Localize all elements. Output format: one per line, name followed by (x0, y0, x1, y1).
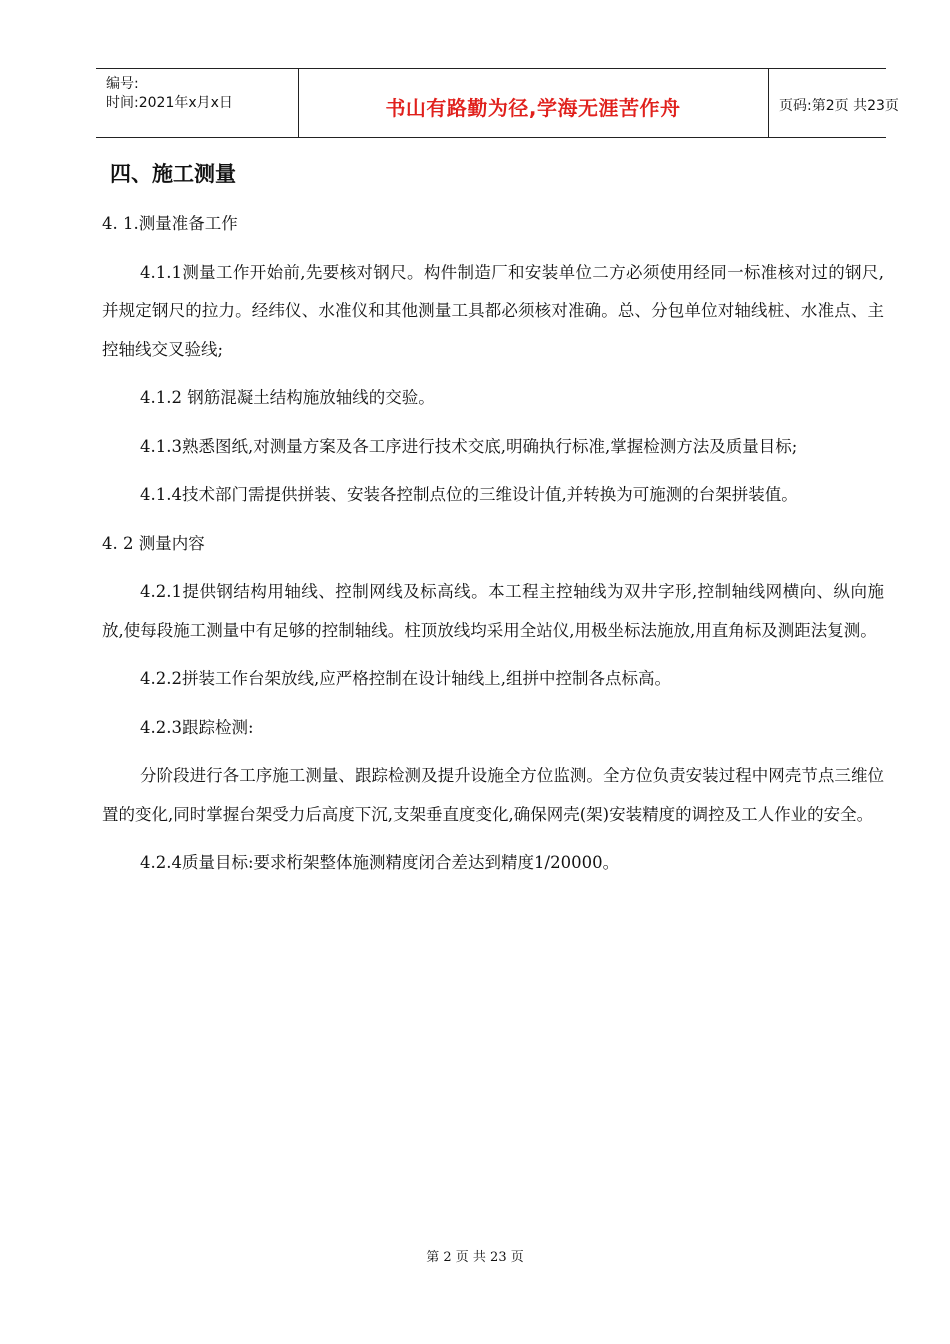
paragraph: 4.1.4技术部门需提供拼装、安装各控制点位的三维设计值,并转换为可施测的台架拼装值。 (140, 485, 798, 504)
section-title: 四、施工测量 (110, 162, 236, 186)
header-motto: 书山有路勤为径,学海无涯苦作舟 (385, 96, 681, 120)
subsection-heading: 4. 2 测量内容 (102, 533, 205, 553)
paragraph: 4.1.2 钢筋混凝土结构施放轴线的交验。 (140, 388, 435, 407)
header-page-number: 页码:第2页 共23页 (779, 98, 899, 114)
paragraph: 分阶段进行各工序施工测量、跟踪检测及提升设施全方位监测。全方位负责安装过程中网壳节点三维位置的变化,同时掌握台架受力后高度下沉,支架垂直度变化,确保网壳(架)安装精度的调控及工人作业的安全。 (102, 766, 884, 824)
header-page-cell (769, 69, 899, 137)
paragraph: 4.1.3熟悉图纸,对测量方案及各工序进行技术交底,明确执行标准,掌握检测方法及质量目标; (140, 436, 798, 456)
date-label: 时间:2021年x月x日 (106, 95, 233, 111)
paragraph: 4.2.4质量目标:要求桁架整体施测精度闭合差达到精度1/20000。 (140, 853, 620, 872)
header-info-cell (96, 69, 299, 137)
paragraph: 4.2.2拼装工作台架放线,应严格控制在设计轴线上,组拼中控制各点标高。 (140, 669, 671, 688)
page-header (96, 68, 899, 138)
paragraph: 4.2.3跟踪检测: (140, 717, 254, 737)
header-motto-cell (298, 69, 769, 137)
paragraph: 4.2.1提供钢结构用轴线、控制网线及标高线。本工程主控轴线为双井字形,控制轴线网横向、纵向施放,使每段施工测量中有足够的控制轴线。柱顶放线均采用全站仪,用极坐标法施放,用直角标及测距法复测。 (102, 582, 884, 640)
serial-label: 编号: (106, 76, 139, 92)
paragraph: 4.1.1测量工作开始前,先要核对钢尺。构件制造厂和安装单位二方必须使用经同一标准核对过的钢尺,并规定钢尺的拉力。经纬仪、水准仪和其他测量工具都必须核对准确。总、分包单位对轴线桩、水准点、主控轴线交叉验线; (102, 262, 884, 359)
page-footer: 第 2 页 共 23 页 (426, 1250, 524, 1265)
document-body (102, 205, 884, 893)
subsection-heading: 4. 1.测量准备工作 (102, 214, 238, 233)
